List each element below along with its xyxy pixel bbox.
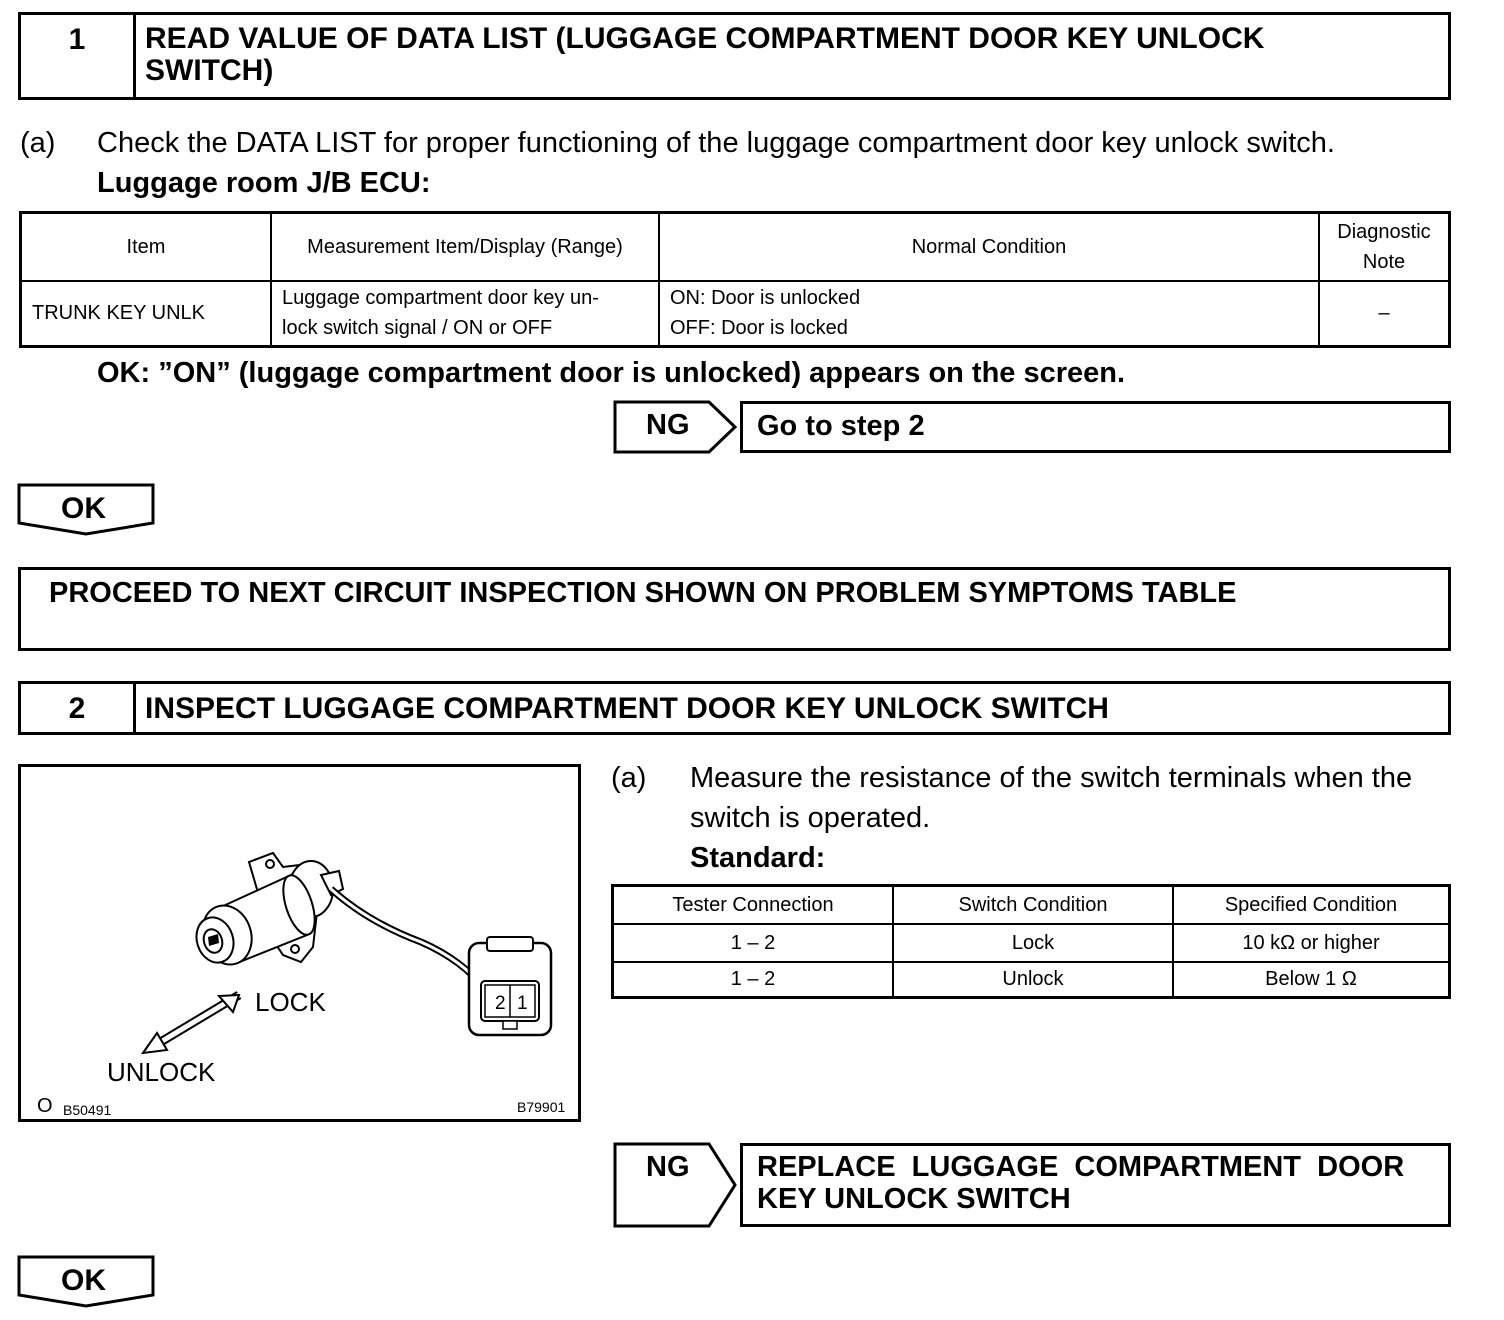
- figure-code-left: B50491: [63, 1102, 112, 1118]
- data-list-table: [19, 211, 1451, 348]
- step1-title: [145, 23, 1438, 87]
- cell-connection: 1 – 2: [613, 924, 894, 962]
- cell-switch: Unlock: [893, 962, 1173, 998]
- step1-title-line1: READ VALUE OF DATA LIST (LUGGAGE COMPARTMENT DOOR KEY UNLOCK: [145, 22, 1265, 55]
- cell-measurement: [271, 281, 659, 347]
- step2-header: [18, 681, 1451, 735]
- cell-specified: 10 kΩ or higher: [1173, 924, 1450, 962]
- header-note: Note: [1362, 250, 1406, 273]
- corner-mark: O: [37, 1095, 53, 1117]
- step2-sub-a-line2: switch is operated.: [690, 802, 931, 834]
- step2-title: INSPECT LUGGAGE COMPARTMENT DOOR KEY UNLOCK SWITCH: [145, 692, 1109, 725]
- cell-normal-line1: ON: Door is unlocked: [670, 287, 861, 310]
- ok-label: OK: [61, 492, 106, 525]
- replace-line2: KEY UNLOCK SWITCH: [757, 1183, 1071, 1215]
- proceed-box: [18, 567, 1451, 651]
- header-specified-condition: Specified Condition: [1173, 886, 1450, 924]
- header-normal-condition: Normal Condition: [659, 213, 1319, 281]
- step2-sub-a-label: (a): [611, 762, 647, 794]
- go-to-step2-box[interactable]: [740, 401, 1451, 453]
- header-diagnostic-note: [1319, 213, 1450, 281]
- ok-label-2: OK: [61, 1264, 106, 1297]
- step2-number: 2: [21, 684, 136, 732]
- table-row: [613, 962, 1450, 998]
- cell-normal: [659, 281, 1319, 347]
- header-measurement: Measurement Item/Display (Range): [271, 213, 659, 281]
- unlock-label: UNLOCK: [107, 1057, 216, 1087]
- go-to-step2-text: Go to step 2: [757, 410, 925, 442]
- ecu-label: Luggage room J/B ECU:: [97, 167, 431, 199]
- ok-condition: OK: ”ON” (luggage compartment door is unlocked) appears on the screen.: [97, 357, 1126, 389]
- header-diagnostic: Diagnostic: [1337, 220, 1431, 243]
- pin-2-label: 2: [495, 993, 506, 1014]
- header-item: Item: [21, 213, 272, 281]
- cell-measurement-line2: lock switch signal / ON or OFF: [282, 317, 553, 340]
- header-switch-condition: Switch Condition: [893, 886, 1173, 924]
- step2-sub-a-line1: Measure the resistance of the switch terminals when the: [690, 762, 1413, 794]
- ng-label-2: NG: [646, 1151, 690, 1183]
- pin-1-label: 1: [517, 993, 528, 1014]
- cell-specified: Below 1 Ω: [1173, 962, 1450, 998]
- lock-unlock-arrow: [143, 995, 239, 1053]
- figure-code-right: B79901: [517, 1099, 566, 1115]
- step1-title-line2: SWITCH): [145, 54, 274, 87]
- resistance-table: [611, 884, 1451, 999]
- cell-note: –: [1319, 281, 1450, 347]
- cell-item: TRUNK KEY UNLK: [21, 281, 272, 347]
- table-row: [613, 924, 1450, 962]
- step1-number: 1: [21, 15, 136, 97]
- replace-switch-box[interactable]: [740, 1143, 1451, 1227]
- replace-line1: REPLACE LUGGAGE COMPARTMENT DOOR: [757, 1151, 1405, 1183]
- cell-connection: 1 – 2: [613, 962, 894, 998]
- switch-figure: [18, 764, 581, 1122]
- lock-label: LOCK: [255, 987, 326, 1017]
- proceed-text: PROCEED TO NEXT CIRCUIT INSPECTION SHOWN ON PROBLEM SYMPTOMS TABLE: [49, 577, 1237, 609]
- ng-label: NG: [646, 409, 690, 441]
- cell-normal-line2: OFF: Door is locked: [670, 317, 848, 340]
- key-unlock-switch-illustration: [21, 767, 578, 1119]
- step1-header: [18, 12, 1451, 100]
- cell-measurement-line1: Luggage compartment door key un-: [282, 287, 599, 310]
- table-row: [21, 281, 1450, 347]
- standard-label: Standard:: [690, 842, 826, 874]
- step1-sub-a-text: Check the DATA LIST for proper functioning of the luggage compartment door key unlock switch.: [97, 127, 1335, 159]
- cell-switch: Lock: [893, 924, 1173, 962]
- step1-sub-a-label: (a): [20, 127, 56, 159]
- header-tester-connection: Tester Connection: [613, 886, 894, 924]
